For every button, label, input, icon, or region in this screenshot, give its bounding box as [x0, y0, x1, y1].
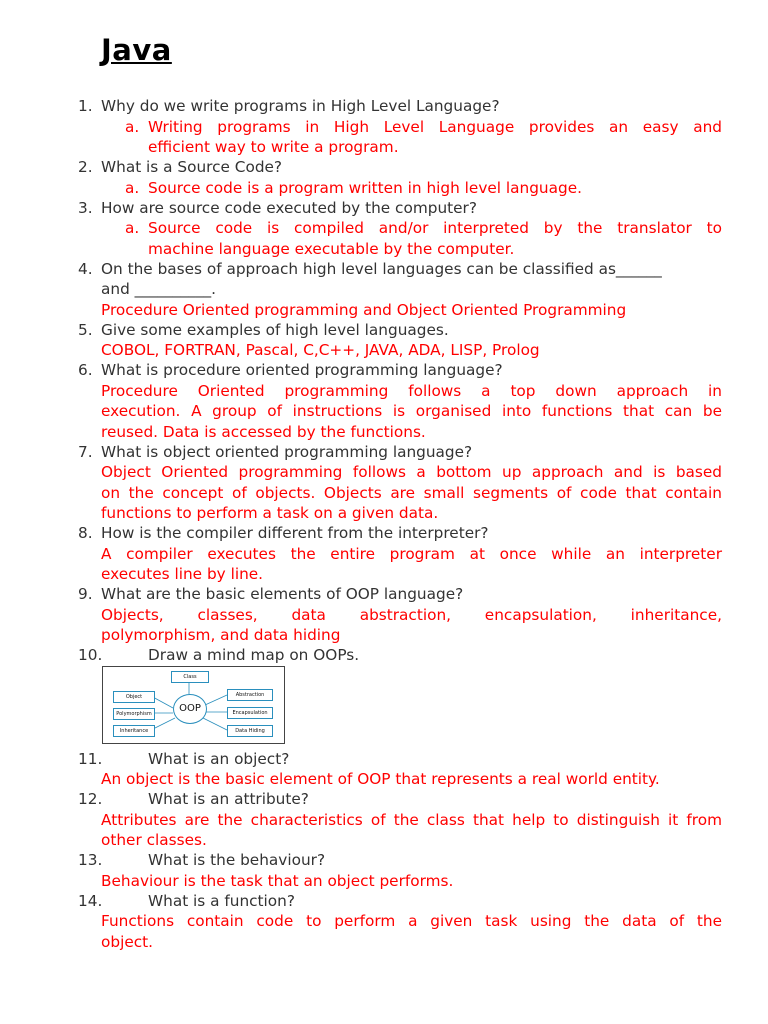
answer-text: Object Oriented programming follows a bottom up approach and is based: [101, 463, 722, 481]
node-center: OOP: [173, 694, 207, 724]
question-text: and __________.: [101, 280, 216, 298]
question-text: What is a function?: [148, 892, 295, 910]
item-number: 5.: [78, 321, 93, 339]
answer-text: Procedure Oriented programming follows a top down approach in: [101, 382, 722, 400]
question-text: What are the basic elements of OOP language?: [101, 585, 464, 603]
question-text: Give some examples of high level languages.: [101, 321, 449, 339]
item-number: 10.: [78, 646, 103, 664]
answer-text: execution. A group of instructions is organised into functions that can be: [101, 402, 722, 420]
item-number: 2.: [78, 158, 93, 176]
answer-text: on the concept of objects. Objects are small segments of code that contain: [101, 484, 722, 502]
answer-text: Functions contain code to perform a given task using the data of the: [101, 912, 722, 930]
answer-text: Source code is a program written in high level language.: [148, 179, 582, 197]
item-number: 9.: [78, 585, 93, 603]
answer-text: functions to perform a task on a given data.: [101, 504, 439, 522]
question-text: Draw a mind map on OOPs.: [148, 646, 360, 664]
node-class: Class: [171, 671, 209, 683]
answer-text: object.: [101, 933, 154, 951]
question-text: What is object oriented programming language?: [101, 443, 473, 461]
answer-sub-marker: a.: [125, 179, 140, 197]
answer-text: Writing programs in High Level Language provides an easy and: [148, 118, 722, 136]
answer-sub-marker: a.: [125, 118, 140, 136]
answer-text: An object is the basic element of OOP that represents a real world entity.: [101, 770, 660, 788]
question-text: What is an object?: [148, 750, 290, 768]
question-text: On the bases of approach high level languages can be classified as______: [101, 260, 662, 278]
question-text: What is procedure oriented programming language?: [101, 361, 503, 379]
item-number: 7.: [78, 443, 93, 461]
node-encapsulation: Encapsulation: [227, 707, 273, 719]
node-abstraction: Abstraction: [227, 689, 273, 701]
node-object: Object: [113, 691, 155, 703]
answer-text: executes line by line.: [101, 565, 264, 583]
oop-mind-map: [102, 666, 285, 744]
answer-text: Attributes are the characteristics of the class that help to distinguish it from: [101, 811, 722, 829]
question-text: How is the compiler different from the interpreter?: [101, 524, 489, 542]
answer-text: Procedure Oriented programming and Object Oriented Programming: [101, 301, 627, 319]
question-text: What is the behaviour?: [148, 851, 326, 869]
item-number: 12.: [78, 790, 103, 808]
answer-text: A compiler executes the entire program at once while an interpreter: [101, 545, 722, 563]
item-number: 11.: [78, 750, 103, 768]
answer-text: other classes.: [101, 831, 207, 849]
node-polymorphism: Polymorphism: [113, 708, 155, 720]
item-number: 4.: [78, 260, 93, 278]
question-text: How are source code executed by the computer?: [101, 199, 477, 217]
question-text: Why do we write programs in High Level Language?: [101, 97, 500, 115]
answer-text: reused. Data is accessed by the functions.: [101, 423, 426, 441]
answer-text: Behaviour is the task that an object performs.: [101, 872, 454, 890]
item-number: 1.: [78, 97, 93, 115]
node-inheritance: Inheritance: [113, 725, 155, 737]
item-number: 8.: [78, 524, 93, 542]
node-data-hiding: Data Hiding: [227, 725, 273, 737]
item-number: 6.: [78, 361, 93, 379]
item-number: 3.: [78, 199, 93, 217]
answer-text: Objects, classes, data abstraction, encapsulation, inheritance,: [101, 606, 722, 624]
answer-text: polymorphism, and data hiding: [101, 626, 341, 644]
answer-text: Source code is compiled and/or interpreted by the translator to: [148, 219, 722, 237]
connector-data-hiding: [203, 718, 227, 730]
answer-text: machine language executable by the computer.: [148, 240, 515, 258]
question-text: What is a Source Code?: [101, 158, 283, 176]
answer-text: COBOL, FORTRAN, Pascal, C,C++, JAVA, ADA, LISP, Prolog: [101, 341, 540, 359]
connector-abstraction: [205, 695, 227, 705]
page-title: Java: [101, 33, 172, 67]
answer-text: efficient way to write a program.: [148, 138, 399, 156]
question-text: What is an attribute?: [148, 790, 309, 808]
answer-sub-marker: a.: [125, 219, 140, 237]
item-number: 14.: [78, 892, 103, 910]
item-number: 13.: [78, 851, 103, 869]
